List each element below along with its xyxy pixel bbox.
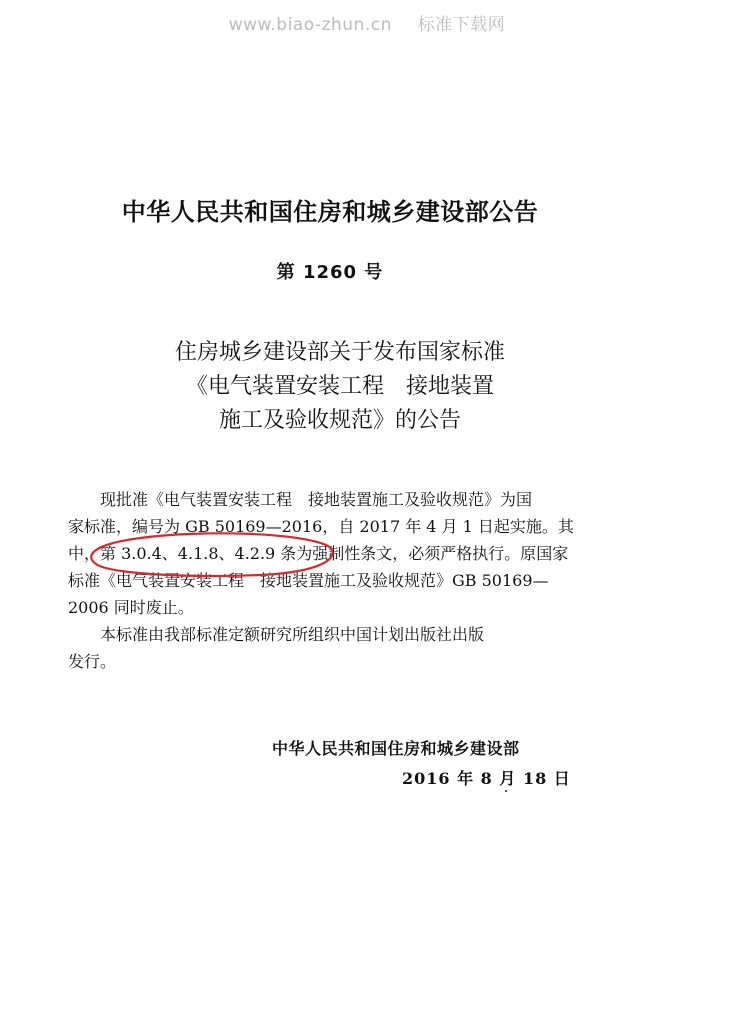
body-paragraph (68, 621, 588, 648)
body-line: 本标准由我部标准定额研究所组织中国计划出版社出版 (100, 625, 485, 644)
body-line: 2006 同时废止。 (68, 598, 194, 617)
scan-speck (505, 790, 507, 792)
body-paragraph-continued (68, 513, 588, 621)
subtitle-line: 住房城乡建设部关于发布国家标准 (174, 340, 505, 365)
subtitle-line: 施工及验收规范》的公告 (218, 408, 461, 433)
notice-title: 中华人民共和国住房和城乡建设部公告 (121, 198, 539, 226)
body-line: 发行。 (68, 652, 117, 671)
notice-number: 第 1260 号 (276, 262, 384, 283)
watermark (0, 10, 734, 35)
watermark-name: 标准下载网 (417, 15, 506, 35)
signature-org: 中华人民共和国住房和城乡建设部 (272, 739, 520, 758)
body-line: 家标准，编号为 GB 50169—2016，自 2017 年 4 月 1 日起实施。其 (68, 517, 574, 536)
body-line: 标准《电气装置安装工程 接地装置施工及验收规范》GB 50169— (68, 571, 549, 590)
body-line: 中，第 3.0.4、4.1.8、4.2.9 条为强制性条文，必须严格执行。原国家 (68, 544, 569, 563)
notice-subtitle (0, 336, 680, 438)
body-line: 现批准《电气装置安装工程 接地装置施工及验收规范》为国 (100, 490, 533, 509)
body-paragraph (68, 486, 588, 513)
body-paragraph-continued (68, 648, 588, 675)
watermark-site: www.biao-zhun.cn (228, 15, 392, 35)
signature-date: 2016 年 8 月 18 日 (402, 769, 571, 788)
subtitle-line: 《电气装置安装工程 接地装置 (185, 374, 494, 399)
notice-body (68, 486, 588, 675)
